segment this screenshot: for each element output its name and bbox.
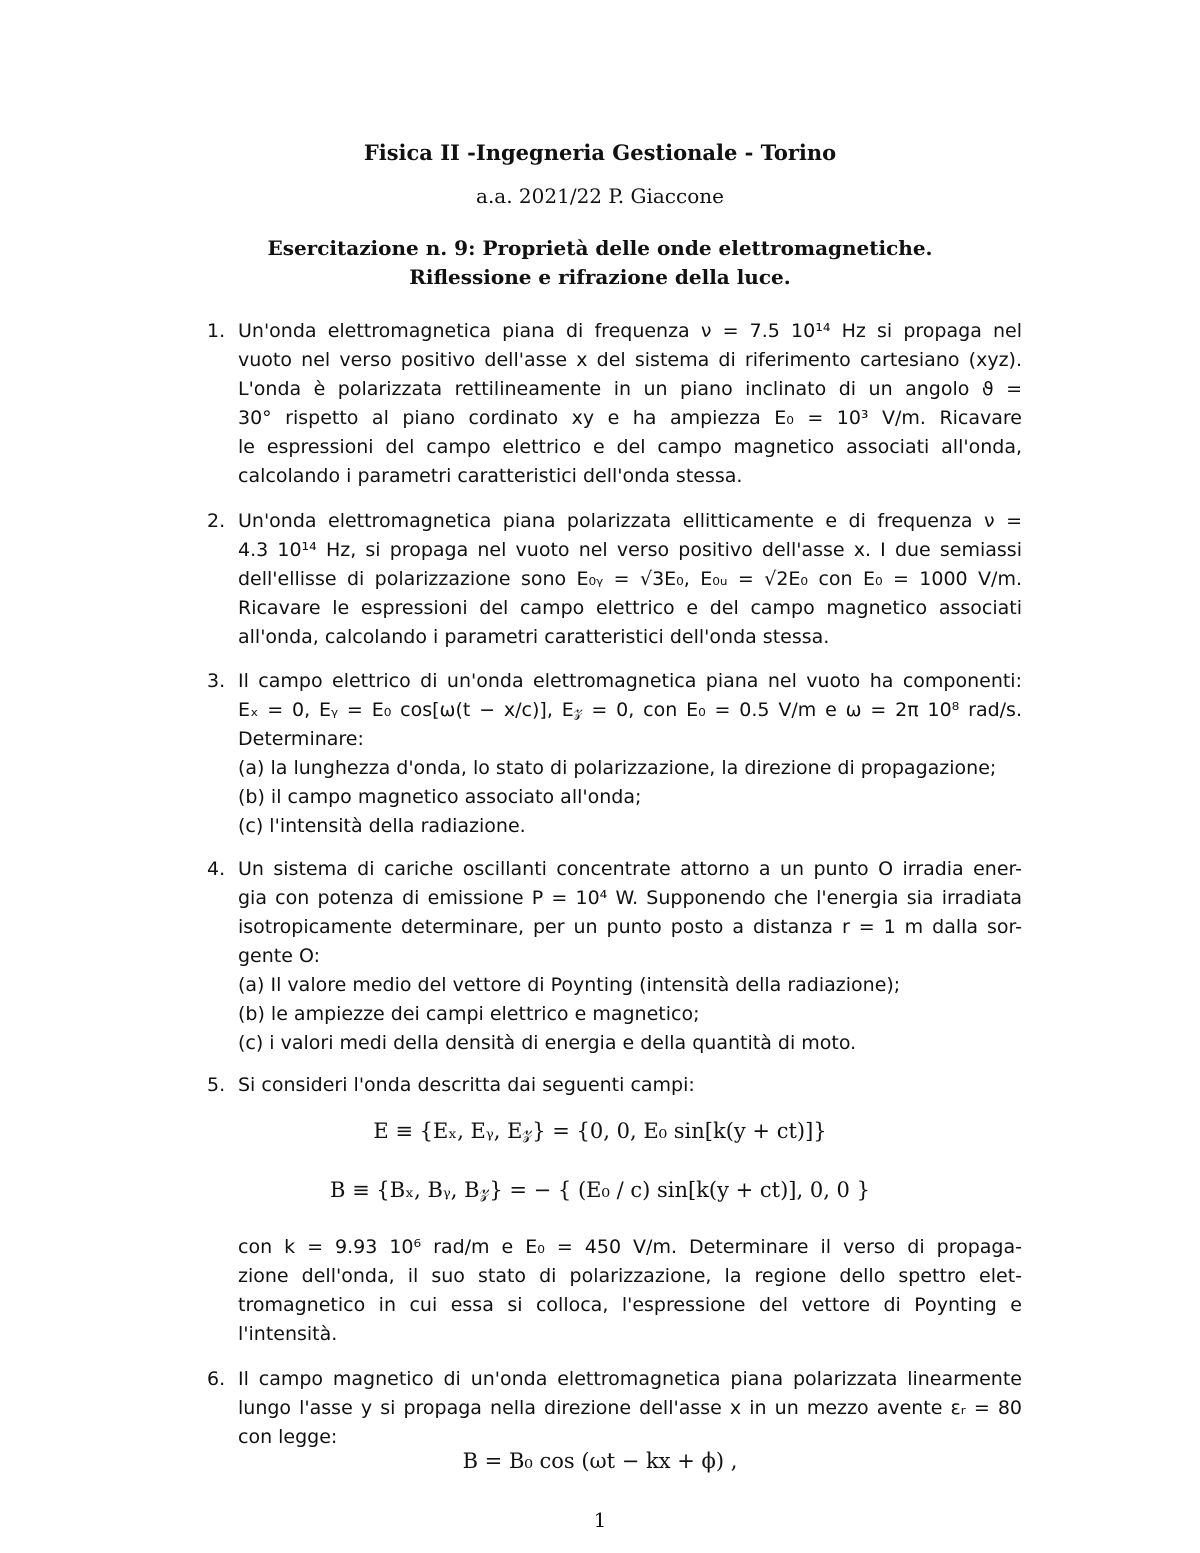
problem-line: Ricavare le espressioni del campo elettrico e del campo magnetico associati	[238, 597, 1022, 619]
problem-line: (b) il campo magnetico associato all'onda;	[238, 786, 642, 808]
problem-line: le espressioni del campo elettrico e del campo magnetico associati all'onda,	[238, 436, 1022, 458]
problem-line: zione dell'onda, il suo stato di polarizzazione, la regione dello spettro elet-	[238, 1265, 1022, 1287]
problem-line: Un'onda elettromagnetica piana polarizzata ellitticamente e di frequenza ν =	[238, 510, 1022, 532]
page-number: 1	[593, 1508, 607, 1532]
problem-line: isotropicamente determinare, per un punto posto a distanza r = 1 m dalla sor-	[238, 916, 1022, 938]
equation-electric-field: E ≡ {Eₓ, Eᵧ, E𝓏} = {0, 0, E₀ sin[k(y + ct)]}	[373, 1119, 827, 1143]
problem-number: 2.	[207, 510, 226, 532]
problem-line: 30° rispetto al piano cordinato xy e ha ampiezza E₀ = 10³ V/m. Ricavare	[238, 407, 1022, 429]
problem-line: 4.3 10¹⁴ Hz, si propaga nel vuoto nel verso positivo dell'asse x. I due semiassi	[238, 539, 1022, 561]
equation-magnetic-law: B = B₀ cos (ωt − kx + ϕ) ,	[462, 1449, 738, 1473]
problem-intro: Si consideri l'onda descritta dai seguenti campi:	[238, 1074, 695, 1096]
exercise-heading-line2: Riflessione e rifrazione della luce.	[409, 265, 791, 289]
problem-number: 3.	[207, 670, 226, 692]
problem-line: Il campo elettrico di un'onda elettromagnetica piana nel vuoto ha componenti:	[238, 670, 1022, 692]
problem-number: 1.	[207, 320, 226, 342]
problem-line: (a) Il valore medio del vettore di Poynting (intensità della radiazione);	[238, 974, 901, 996]
problem-number: 6.	[207, 1368, 226, 1390]
problem-line: con k = 9.93 10⁶ rad/m e E₀ = 450 V/m. Determinare il verso di propaga-	[238, 1236, 1022, 1258]
document-title: Fisica II -Ingegneria Gestionale - Torino	[363, 140, 837, 165]
problem-line: (c) i valori medi della densità di energia e della quantità di moto.	[238, 1032, 857, 1054]
problem-line: L'onda è polarizzata rettilineamente in un piano inclinato di un angolo ϑ =	[238, 378, 1022, 400]
problem-line: tromagnetico in cui essa si colloca, l'espressione del vettore di Poynting e	[238, 1294, 1022, 1316]
problem-line: all'onda, calcolando i parametri caratteristici dell'onda stessa.	[238, 626, 830, 648]
problem-line: Un'onda elettromagnetica piana di frequenza ν = 7.5 10¹⁴ Hz si propaga nel	[238, 320, 1022, 342]
problem-line: con legge:	[238, 1426, 338, 1448]
equation-magnetic-field: B ≡ {Bₓ, Bᵧ, B𝓏} = − { (E₀ / c) sin[k(y + ct)], 0, 0 }	[330, 1178, 870, 1202]
problem-line: Il campo magnetico di un'onda elettromagnetica piana polarizzata linearmente	[238, 1368, 1022, 1390]
problem-line: gente O:	[238, 945, 320, 967]
problem-line: vuoto nel verso positivo dell'asse x del sistema di riferimento cartesiano (xyz).	[238, 349, 1022, 371]
problem-number: 4.	[207, 858, 226, 880]
problem-line: l'intensità.	[238, 1323, 338, 1345]
problem-number: 5.	[207, 1074, 226, 1096]
problem-line: (b) le ampiezze dei campi elettrico e magnetico;	[238, 1003, 700, 1025]
problem-line: Determinare:	[238, 728, 364, 750]
exercise-heading-line1: Esercitazione n. 9: Proprietà delle onde elettromagnetiche.	[267, 236, 933, 260]
problem-line: (c) l'intensità della radiazione.	[238, 815, 526, 837]
document-subtitle: a.a. 2021/22 P. Giaccone	[476, 184, 724, 208]
problem-line: Un sistema di cariche oscillanti concentrate attorno a un punto O irradia ener-	[238, 858, 1022, 880]
problem-line: lungo l'asse y si propaga nella direzione dell'asse x in un mezzo avente εᵣ = 80	[238, 1397, 1022, 1419]
problem-line: calcolando i parametri caratteristici dell'onda stessa.	[238, 465, 743, 487]
problem-line: gia con potenza di emissione P = 10⁴ W. Supponendo che l'energia sia irradiata	[238, 887, 1022, 909]
problem-line: Eₓ = 0, Eᵧ = E₀ cos[ω(t − x/c)], E𝓏 = 0, con E₀ = 0.5 V/m e ω = 2π 10⁸ rad/s.	[238, 699, 1022, 721]
problem-line: dell'ellisse di polarizzazione sono E₀ᵧ = √3E₀, E₀ᵤ = √2E₀ con E₀ = 1000 V/m.	[238, 568, 1022, 590]
problem-line: (a) la lunghezza d'onda, lo stato di polarizzazione, la direzione di propagazione;	[238, 757, 997, 779]
